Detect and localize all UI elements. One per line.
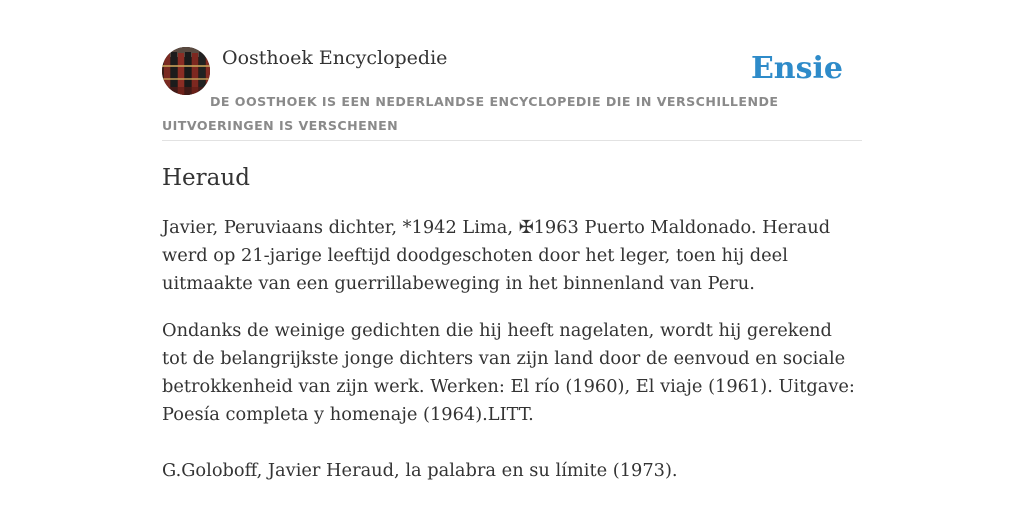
site-title[interactable]: Oosthoek Encyclopedie [222, 47, 448, 69]
brand-logo[interactable]: Ensie [750, 51, 843, 86]
article-reference: G.Goloboff, Javier Heraud, la palabra en su límite (1973). [162, 460, 678, 481]
site-tagline: DE OOSTHOEK IS EEN NEDERLANDSE ENCYCLOPEDIE DIE IN VERSCHILLENDE UITVOERINGEN IS VERSCHENEN [162, 94, 779, 133]
article [162, 160, 862, 485]
article-paragraph-2: Ondanks de weinige gedichten die hij heeft nagelaten, wordt hij gerekend tot de belangrijkste jonge dichters van zijn land door de eenvoud en sociale betrokkenheid van zijn werk. Werken: El río (1960), El viaje (1961). Uitgave: Poesía completa y homenaje (1964).LITT. [162, 320, 855, 425]
article-paragraph-1: Javier, Peruviaans dichter, *1942 Lima, ✠1963 Puerto Maldonado. Heraud werd op 21-jarige leeftijd doodgeschoten door het leger, toen hij deel uitmaakte van een guerrillabeweging in het binnenland van Peru. [162, 217, 831, 294]
encyclopedia-books-icon[interactable] [162, 47, 210, 95]
site-header [162, 46, 862, 141]
article-title: Heraud [162, 165, 250, 191]
